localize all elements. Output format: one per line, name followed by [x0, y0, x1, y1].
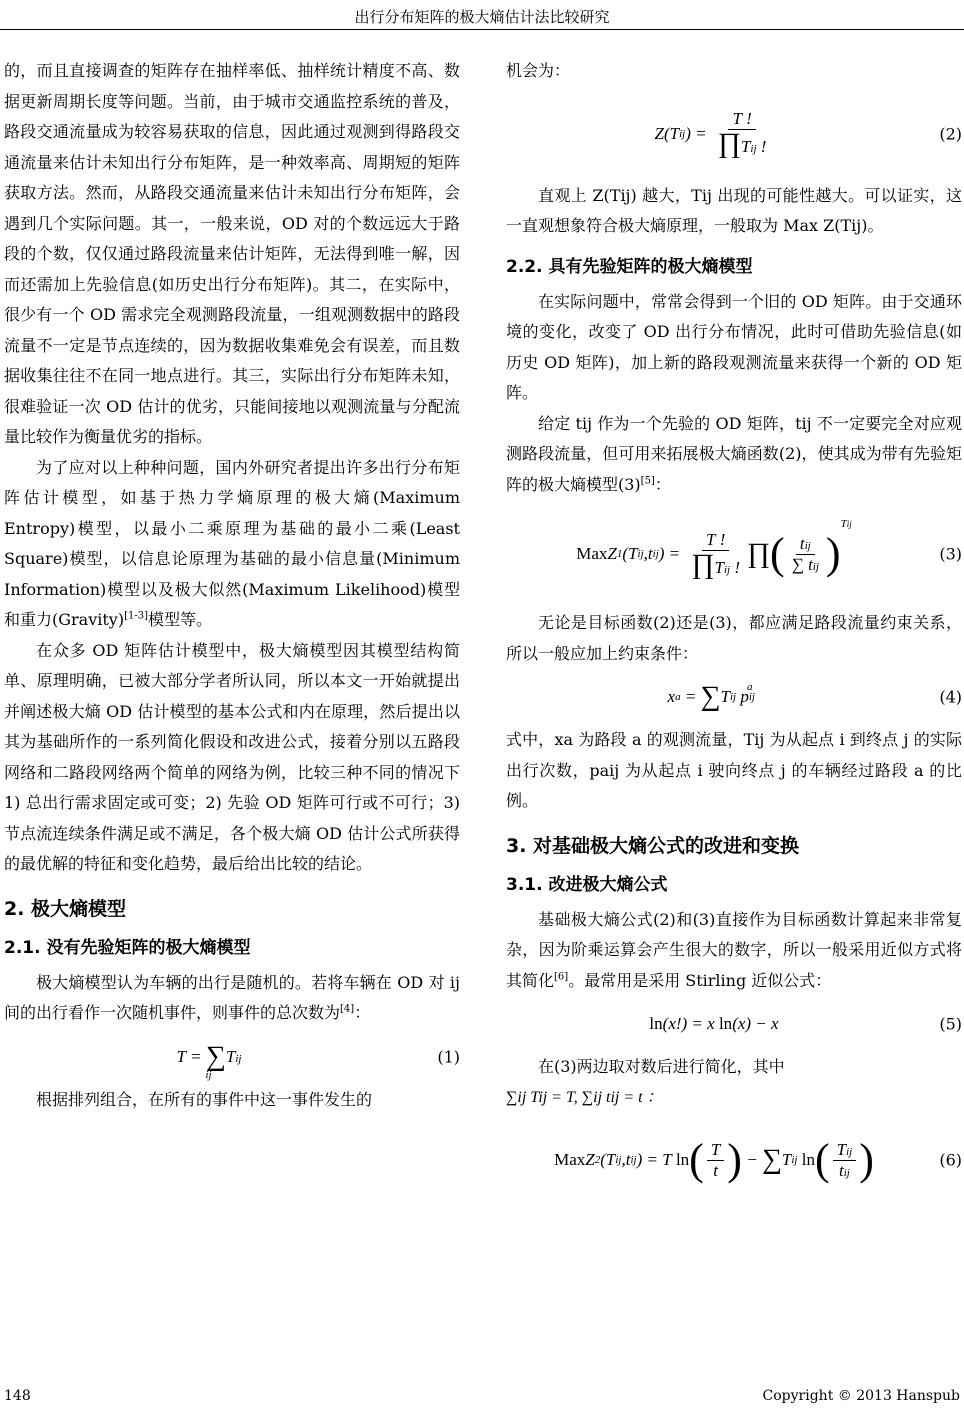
equation-body: Z(T ij ) = $\frac{T !}{\text{∏Tij !}}$: [654, 109, 767, 159]
equation-1: [4, 1035, 460, 1079]
paragraph: 给定 tij 作为一个先验的 OD 矩阵，tij 不一定要完全对应观测路段流量，但可用来拓展极大熵函数(2)，使其成为带有先验矩阵的极大熵模型(3)[5]：: [506, 413, 962, 494]
citation: [5]: [640, 475, 655, 487]
citation: [6]: [554, 971, 569, 983]
citation: [1-3]: [124, 610, 148, 622]
copyright: Copyright © 2013 Hanspub: [762, 1388, 960, 1404]
equation-body: T = ∑ Tij ij: [176, 1040, 242, 1081]
equation-number: (5): [939, 1014, 962, 1034]
paragraph: 极大熵模型认为车辆的出行是随机的。若将车辆在 OD 对 ij 间的出行看作一次随机事件，则事件的总次数为[4]：: [4, 972, 460, 1022]
running-head: 出行分布矩阵的极大熵估计法比较研究: [354, 8, 610, 26]
equation-body: x a = ∑ T ij p ij a: [667, 681, 755, 712]
section-heading: 3. 对基础极大熵公式的改进和变换: [506, 834, 800, 857]
subsection-heading: 3.1. 改进极大熵公式: [506, 874, 668, 895]
condition-line: ∑ij Tij = T, ∑ij tij = t ：: [506, 1088, 663, 1106]
equation-6: [506, 1119, 962, 1201]
paragraph: 的，而且直接调查的矩阵存在抽样率低、抽样统计精度不高、数据更新周期长度等问题。当前，由于城市交通监控系统的普及，路段交通流量成为较容易获取的信息，因此通过观测到得路段交通流量来估计未知出行分布矩阵，是一种效率高、周期短的矩阵获取方法。然而，从路段交通流量来估计未知出行分布矩阵，会遇到几个实际问题。其一，一般来说，OD 对的个数远远大于路段的个数，仅仅通过路段流量来估计矩阵，无法得到唯一解，因而还需加上先验信息(如历史出行分布矩阵)。其二，在实际中，很少有一个 OD 需求完全观测路段流量，一组观测数据中的路段流量不一定是节点连续的，因为数据收集难免会有误差，而且数据收集往往不在同一地点进行。其三，实际出行分布矩阵未知，很难验证一次 OD 估计的优劣，只能间接地以观测流量与分配流量比较作为衡量优劣的指标。: [4, 61, 460, 446]
paragraph: 机会为：: [506, 61, 571, 80]
paragraph: 在实际问题中，常常会得到一个旧的 OD 矩阵。由于交通环境的变化，改变了 OD 出行分布情况，此时可借助先验信息(如历史 OD 矩阵)，加上新的路段观测流量来获得一个新的 OD 矩阵。: [506, 291, 962, 402]
page-number: 148: [4, 1388, 31, 1404]
equation-4: [506, 675, 962, 719]
equation-number: (2): [939, 124, 962, 143]
equation-number: (4): [939, 687, 962, 707]
left-column: [4, 56, 460, 1115]
citation: [4]: [340, 1003, 355, 1015]
equation-body: Max Z 1 (T ij ,t ij ) = $\frac{T !}{\text{∏Tij !}}$ ∏ ( $\frac{\text{tij}}{\text{∑ tij}}$ ) Tij: [576, 518, 852, 580]
paragraph: 基础极大熵公式(2)和(3)直接作为目标函数计算起来非常复杂，因为阶乘运算会产生很大的数字，所以一般采用近似方式将其简化[6]。最常用是采用 Stirling 近似公式：: [506, 909, 962, 990]
section-heading: 2. 极大熵模型: [4, 897, 127, 920]
header-rule: [0, 29, 964, 30]
paragraph: 无论是目标函数(2)还是(3)，都应满足路段流量约束关系，所以一般应加上约束条件：: [506, 613, 962, 663]
equation-5: [506, 1002, 962, 1046]
equation-number: (1): [437, 1047, 460, 1066]
subsection-heading: 2.1. 没有先验矩阵的极大熵模型: [4, 937, 251, 958]
equation-number: (6): [939, 1150, 962, 1170]
paragraph: 在(3)两边取对数后进行简化，其中: [538, 1057, 785, 1076]
equation-number: (3): [939, 544, 962, 564]
right-column: [506, 56, 962, 1207]
equation-3: [506, 506, 962, 602]
paragraph: 为了应对以上种种问题，国内外研究者提出许多出行分布矩阵估计模型，如基于热力学熵原理的极大熵(Maximum Entropy)模型，以最小二乘原理为基础的最小二乘(Least Square)模型，以信息论原理为基础的最小信息量(Minimum Information)模型以及极大似然(Maximum Likelihood)模型和重力(Gravity)[1-3]模型等。: [4, 457, 460, 629]
paragraph: 直观上 Z(Tij) 越大，Tij 出现的可能性越大。可以证实，这一直观想象符合极大熵原理，一般取为 Max Z(Tij)。: [506, 185, 962, 235]
equation-2: [506, 93, 962, 175]
paragraph: 在众多 OD 矩阵估计模型中，极大熵模型因其模型结构简单、原理明确，已被大部分学者所认同，所以本文一开始就提出并阐述极大熵 OD 估计模型的基本公式和内在原理，然后提出以其为基础所作的一系列简化假设和改进公式，接着分别以五路段网络和二路段网络两个简单的网络为例，比较三种不同的情况下 1) 总出行需求固定或可变；2) 先验 OD 矩阵可行或不可行；3) 节点流连续条件满足或不满足，各个极大熵 OD 估计公式所获得的最优解的特征和变化趋势，最后给出比较的结论。: [4, 640, 460, 873]
subsection-heading: 2.2. 具有先验矩阵的极大熵模型: [506, 256, 753, 277]
paragraph: 式中，xa 为路段 a 的观测流量，Tij 为从起点 i 到终点 j 的实际出行次数，paij 为从起点 i 驶向终点 j 的车辆经过路段 a 的比例。: [506, 730, 962, 810]
paragraph: 根据排列组合，在所有的事件中这一事件发生的: [36, 1089, 373, 1109]
equation-body: ln (x!) = x ln (x) − x: [649, 1014, 779, 1033]
equation-body: Max Z 2 (T ij ,t ij ) = T ln ( $\frac{T}{t}$ ) − ∑ T ij ln ( $\frac{\text{Tij}}{\text{tij}}$ ): [554, 1135, 874, 1184]
